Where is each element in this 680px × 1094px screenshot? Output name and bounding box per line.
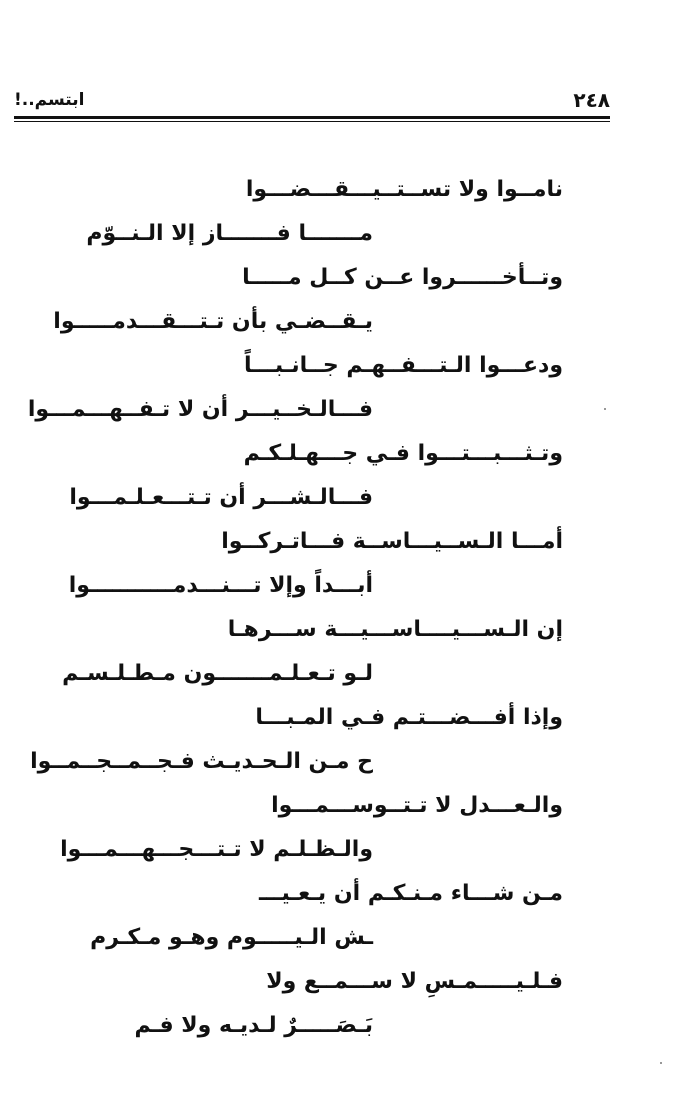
verse-line: مـــــــا فـــــــاز إلا الـنــوّم	[86, 221, 373, 246]
verse-line: نامــوا ولا تســتــيـــقـــضـــوا	[245, 177, 563, 202]
poem	[0, 168, 680, 1048]
verse-line: مـن شـــاء مـنـكـم أن يـعـيـــ	[258, 881, 563, 906]
scan-speck	[604, 408, 606, 410]
verse-line: وإذا أفـــضـــتـم فـي المـبـــا	[255, 705, 563, 730]
verse-line: فـــالـخــيـــر أن لا تـفــهـــمـــوا	[27, 397, 373, 422]
verse-line: أمـــا الـســيـــاســة فـــاتـركــوا	[221, 529, 563, 554]
header-rule-thin	[14, 121, 610, 122]
verse-line: ـش الـيـــــوم وهـو مـكـرم	[90, 925, 373, 950]
verse-line: والـظـلـم لا تـتـــجـــهـــمـــوا	[60, 837, 373, 862]
verse-line: وتـثـــبـــتـــوا فـي جـــهـلـكـم	[243, 441, 563, 466]
verse-line: بَـصَـــــرٌ لـديـه ولا فـم	[134, 1013, 373, 1038]
verse-line: ح مـن الـحـديـث فـجــمــجــمــوا	[30, 749, 373, 774]
verse-line: لـو تـعـلـمـــــــون مـطـلـسـم	[62, 661, 373, 686]
verse-line: وتــأخــــــروا عــن كــل مـــــا	[242, 265, 563, 290]
verse-line: والـعـــدل لا تـتــوســـمـــوا	[271, 793, 563, 818]
page-number: ٢٤٨	[573, 88, 610, 112]
verse-line: يـقــضـي بأن تـتـــقـــدمـــــوا	[53, 309, 373, 334]
page-header	[14, 86, 610, 116]
verse-line: فـــالـشـــر أن تـتـــعـلـمـــوا	[69, 485, 373, 510]
verse-line: إن الـســـيــــاســـيـــة ســـرهـا	[227, 617, 563, 642]
verse-line: فـلـيـــــمـسِ لا ســـمــع ولا	[266, 969, 563, 994]
scan-speck	[660, 1062, 662, 1064]
verse-line: ودعـــوا الـتـــفــهـم جــانـبـــاً	[244, 353, 563, 378]
header-rule-thick	[14, 116, 610, 119]
verse-line: أبـــداً وإلا تـــنـــدمـــــــــــوا	[68, 573, 373, 598]
running-title: ابتسم..!	[14, 90, 85, 110]
